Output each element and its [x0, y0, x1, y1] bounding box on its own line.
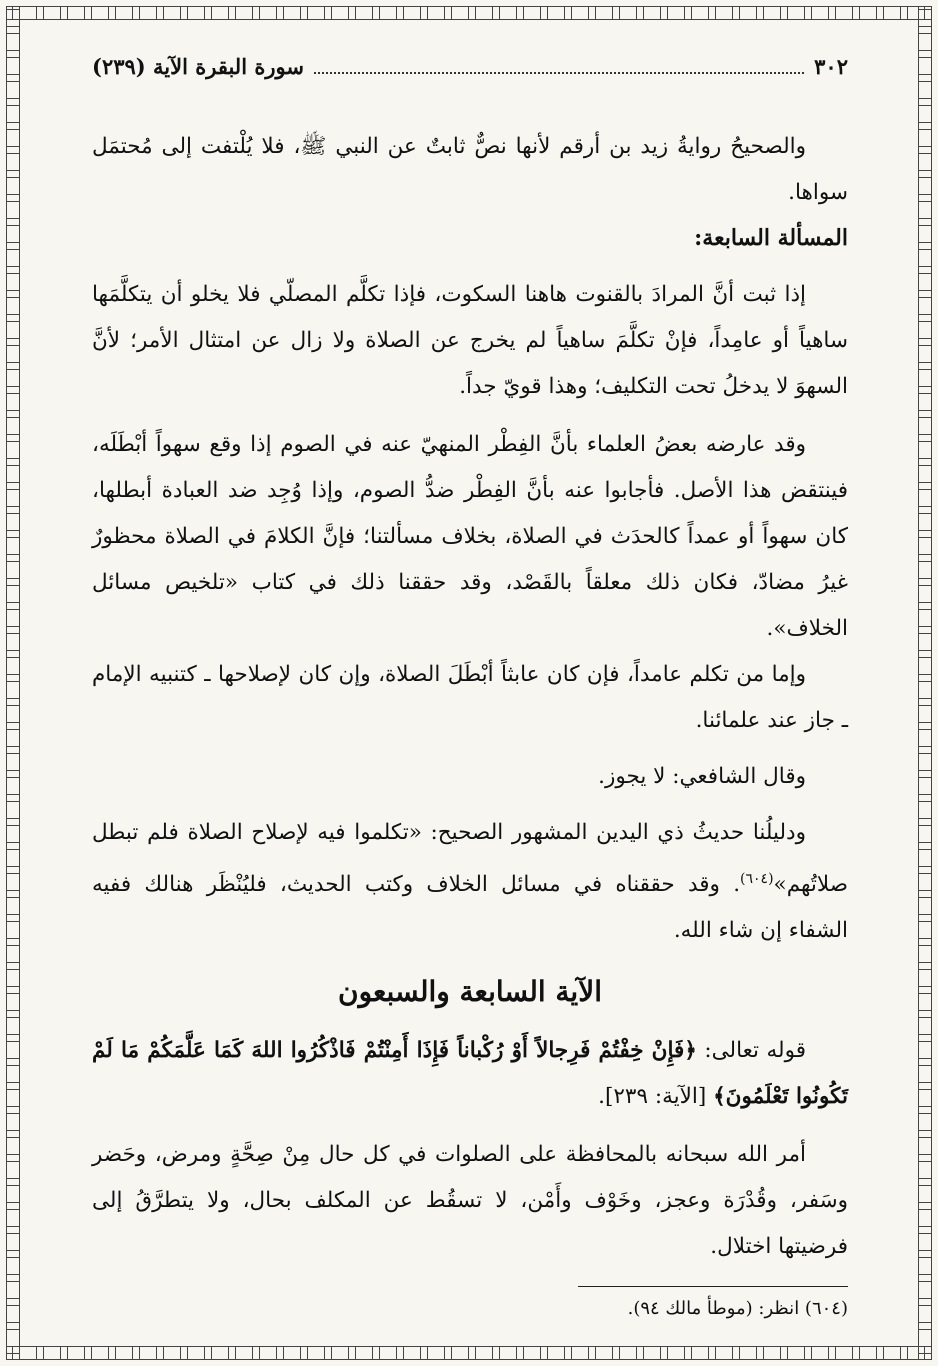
verse-intro: قوله تعالى: — [696, 1038, 806, 1064]
paragraph-4: وإما من تكلم عامداً، فإن كان عابثاً أبْطَلَ الصلاة، وإن كان لإصلاحها ـ كتنبيه الإمام ـ جاز عند علمائنا. — [92, 662, 848, 733]
footnote-divider — [578, 1286, 848, 1287]
header-dot-leader — [314, 72, 804, 74]
verse-reference: [الآية: ٢٣٩]. — [598, 1084, 714, 1110]
footnote-reference: (٦٠٤) — [740, 871, 774, 887]
section-label: المسألة السابعة: — [694, 225, 848, 251]
page-content — [92, 54, 848, 1329]
paragraph-6 — [92, 810, 848, 954]
page-frame-left — [6, 6, 20, 1360]
quran-verse: ﴿فَإِنْ خِفْتُمْ فَرِجالاً أَوْ رُكْباناً فَإِذَا أَمِنْتُمْ فَاذْكُرُوا اللهَ كَمَا عَلَّمَكُمْ مَا لَمْ تَكُونُوا تَعْلَمُونَ﴾ — [92, 1038, 848, 1110]
paragraph-1: والصحيحُ روايةُ زيد بن أرقم لأنها نصٌّ ثابتٌ عن النبي ﷺ، فلا يُلْتفت إلى مُحتمَل سواها. — [92, 134, 848, 205]
paragraph-6-continued: . وقد حققناه في مسائل الخلاف وكتب الحديث، فليُنْظَر هنالك ففيه الشفاء إن شاء الله. — [92, 872, 848, 944]
page-number: ٣٠٢ — [814, 54, 848, 79]
running-title: سورة البقرة الآية (٢٣٩) — [92, 54, 304, 79]
page-frame-right — [918, 6, 932, 1360]
chapter-title: الآية السابعة والسبعون — [338, 975, 602, 1009]
page-frame-bottom — [6, 1346, 932, 1360]
paragraph-2: إذا ثبت أنَّ المرادَ بالقنوت هاهنا السكوت، فإذا تكلَّم المصلّي فلا يخلو أن يتكلَّمَها ساهياً أو عامِداً، فإنْ تكلَّمَ ساهياً لم يخرج عن الصلاة ولا زال عن امتثال الأمر؛ لأنَّ السهوَ لا يدخلُ تحت التكليف؛ وهذا قويّ جداً. — [92, 282, 848, 399]
paragraph-6-text: ودليلُنا حديثُ ذي اليدين المشهور الصحيح: «تكلموا فيه لإصلاح الصلاة فلم تبطل صلاتُهم» — [92, 820, 848, 898]
paragraph-5: وقال الشافعي: لا يجوز. — [598, 764, 806, 789]
paragraph-8: أمر الله سبحانه بالمحافظة على الصلوات في كل حال مِنْ صِحَّةٍ ومرض، وحَضر وسَفر، وقُدْرَة وعجز، وخَوْف وأَمْن، لا تسقُط عن المكلف بحال، ولا يتطرَّقُ إلى فرضيتها اختلال. — [92, 1142, 848, 1260]
paragraph-7 — [92, 1028, 848, 1120]
running-header — [92, 54, 848, 80]
footnote: (٦٠٤) انظر: (موطأ مالك ٩٤). — [627, 1298, 848, 1320]
paragraph-3: وقد عارضه بعضُ العلماء بأنَّ الفِطْر المنهيّ عنه في الصوم إذا وقع سهواً أبْطَلَه، فينتقض هذا الأصل. فأجابوا عنه بأنَّ الفِطْر ضدُّ الصوم، وإذا وُجِد ضد العبادة أبطلها، كان سهواً أو عمداً كالحدَث في الصلاة، بخلاف مسألتنا؛ فإنَّ الكلامَ في الصلاة محظورٌ غيرُ مضادّ، فكان ذلك معلقاً بالقَصْد، وقد حققنا ذلك في كتاب «تلخيص مسائل الخلاف». — [92, 432, 848, 641]
page-frame-top — [6, 6, 932, 20]
